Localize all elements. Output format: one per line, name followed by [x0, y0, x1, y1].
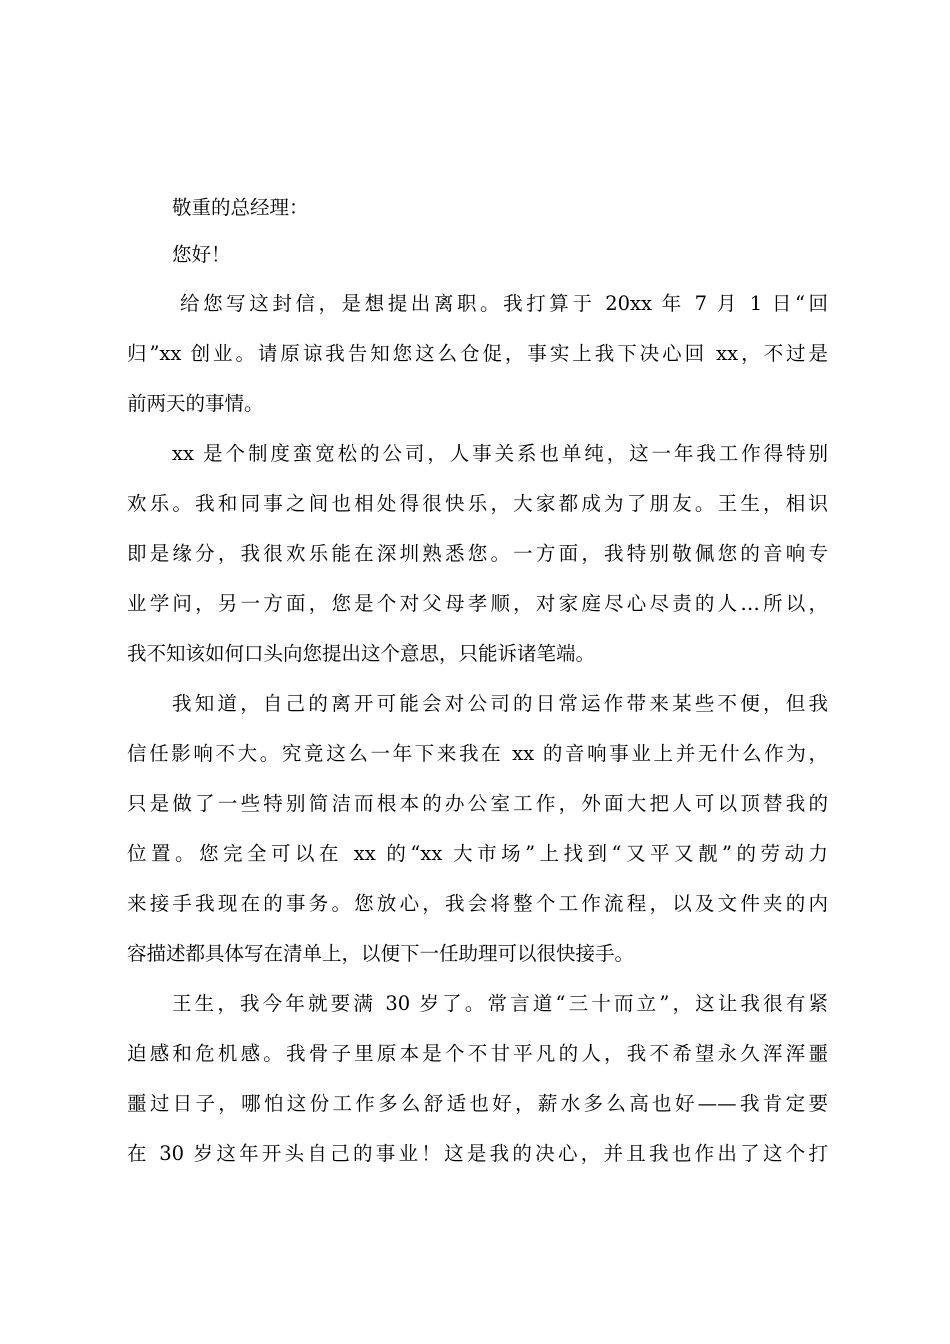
greeting: 您好！: [172, 243, 231, 266]
salutation-line: [0, 188, 950, 228]
body-line: [0, 784, 950, 824]
paragraph-1-line-2: 归”xx 创业。请原谅我告知您这么仓促，事实上我下决心回 xx，不过是: [127, 342, 828, 365]
paragraph-2-line-3: 即是缘分，我很欢乐能在深圳熟悉您。一方面，我特别敬佩您的音响专: [127, 542, 828, 565]
paragraph-3-line-5: 来接手我现在的事务。您放心，我会将整个工作流程，以及文件夹的内: [127, 892, 828, 915]
body-line: [0, 584, 950, 624]
body-line: [0, 934, 950, 974]
paragraph-4-line-1: 王生，我今年就要满 30 岁了。常言道“三十而立”，这让我很有紧: [172, 992, 828, 1015]
body-line: [0, 534, 950, 574]
paragraph-4-line-3: 噩过日子，哪怕这份工作多么舒适也好，薪水多么高也好——我肯定要: [127, 1092, 828, 1115]
body-line: [0, 334, 950, 374]
salutation: 敬重的总经理：: [172, 196, 309, 219]
body-line: [0, 1134, 950, 1174]
body-line: [0, 684, 950, 724]
body-line: [0, 834, 950, 874]
body-line: [0, 884, 950, 924]
paragraph-3-line-6: 容描述都具体写在清单上，以便下一任助理可以很快接手。: [127, 942, 635, 965]
body-line: [0, 734, 950, 774]
paragraph-3-line-3: 只是做了一些特别简洁而根本的办公室工作，外面大把人可以顶替我的: [127, 792, 828, 815]
body-line: [0, 284, 950, 324]
paragraph-2-line-1: xx 是个制度蛮宽松的公司，人事关系也单纯，这一年我工作得特别: [172, 442, 828, 465]
paragraph-1-line-3: 前两天的事情。: [127, 392, 264, 415]
paragraph-3-line-1: 我知道，自己的离开可能会对公司的日常运作带来某些不便，但我: [172, 692, 828, 715]
body-line: [0, 1084, 950, 1124]
paragraph-4-line-2: 迫感和危机感。我骨子里原本是个不甘平凡的人，我不希望永久浑浑噩: [127, 1042, 828, 1065]
paragraph-1-line-1: 给您写这封信，是想提出离职。我打算于 20xx 年 7 月 1 日“回: [180, 292, 828, 315]
body-line: [0, 634, 950, 674]
paragraph-3-line-4: 位置。您完全可以在 xx 的“xx 大市场”上找到“又平又靓”的劳动力: [127, 842, 828, 865]
paragraph-2-line-4: 业学问，另一方面，您是个对父母孝顺，对家庭尽心尽责的人…所以，: [127, 592, 828, 615]
body-line: [0, 984, 950, 1024]
greeting-line: [0, 235, 950, 275]
paragraph-2-line-5: 我不知该如何口头向您提出这个意思，只能诉诸笔端。: [127, 642, 596, 665]
body-line: [0, 434, 950, 474]
paragraph-4-line-4: 在 30 岁这年开头自己的事业！这是我的决心，并且我也作出了这个打: [127, 1142, 828, 1165]
body-line: [0, 484, 950, 524]
body-line: [0, 384, 950, 424]
paragraph-3-line-2: 信任影响不大。究竟这么一年下来我在 xx 的音响事业上并无什么作为，: [127, 742, 828, 765]
paragraph-2-line-2: 欢乐。我和同事之间也相处得很快乐，大家都成为了朋友。王生，相识: [127, 492, 828, 515]
body-line: [0, 1034, 950, 1074]
